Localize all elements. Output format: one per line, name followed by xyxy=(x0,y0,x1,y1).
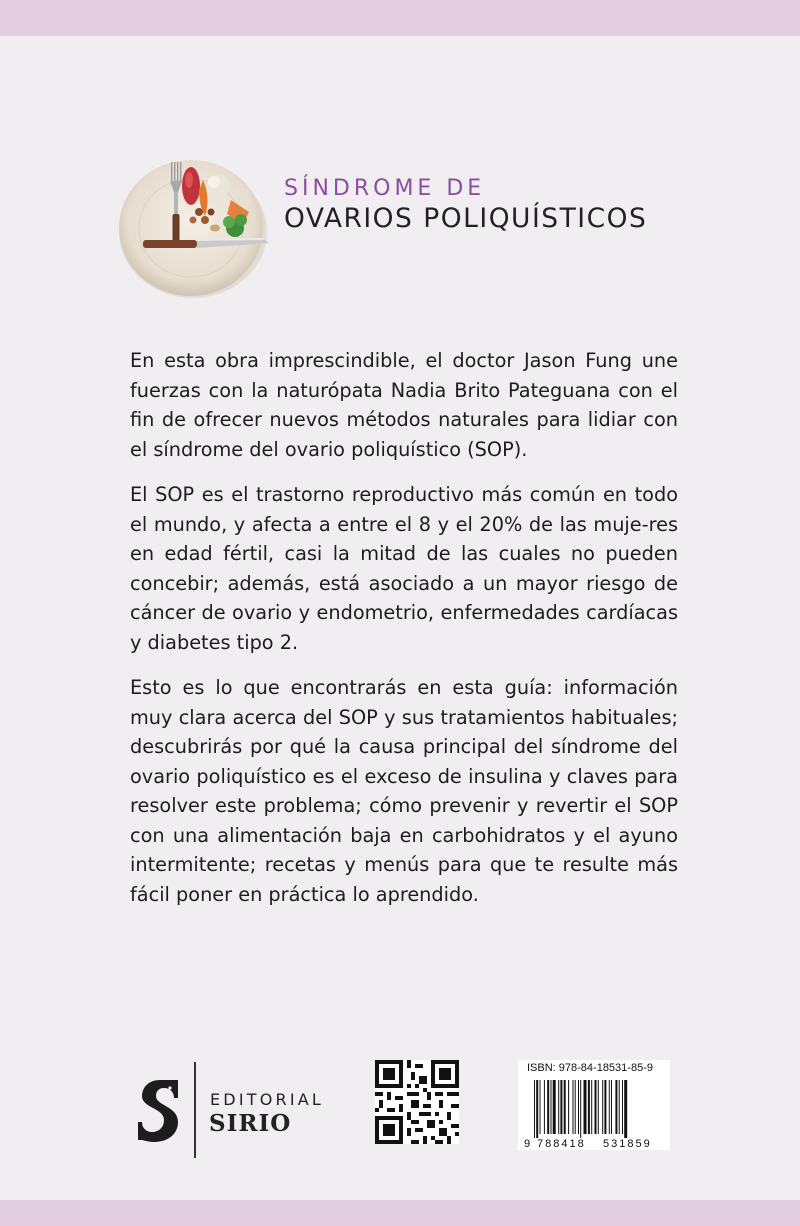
synopsis-paragraph: El SOP es el trastorno reproductivo más común en todo el mundo, y afecta a entre el 8 y el 20% de las muje-res en edad fértil, casi la mitad de las cuales no pueden concebir; además, está asociado a un mayor riesgo de cáncer de ovario y endometrio, enfermedades cardíacas y diabetes tipo 2. xyxy=(130,483,678,654)
barcode-icon xyxy=(518,1076,670,1150)
qr-code-icon xyxy=(375,1060,459,1144)
publisher-name: SIRIO xyxy=(209,1110,292,1137)
sirio-swan-logo xyxy=(138,1078,182,1142)
barcode-digits-right: 531859 xyxy=(603,1138,652,1150)
book-title xyxy=(284,175,647,235)
plate-with-food-icon xyxy=(115,150,275,302)
synopsis-paragraph: En esta obra imprescindible, el doctor Jason Fung une fuerzas con la naturópata Nadia Brito Pateguana con el fin de ofrecer nuevos métodos naturales para lidiar con el síndrome del ovario poliquístico (SOP). xyxy=(130,349,678,461)
barcode-digit-first: 9 xyxy=(524,1138,531,1150)
top-band xyxy=(0,0,800,36)
barcode-digits-left: 788418 xyxy=(537,1138,586,1150)
synopsis-paragraph: Esto es lo que encontrarás en esta guía: información muy clara acerca del SOP y sus tratamientos habituales; descubrirás por qué la causa principal del síndrome del ovario poliquístico es el exceso de insulina y claves para resolver este problema; cómo prevenir y revertir el SOP con una alimentación baja en carbohidratos y el ayuno intermitente; recetas y menús para que te resulte más fácil poner en práctica lo aprendido. xyxy=(130,676,678,906)
publisher-label: EDITORIAL xyxy=(210,1090,325,1109)
synopsis xyxy=(130,346,678,925)
isbn-label: ISBN: 978-84-18531-85-9 xyxy=(527,1062,653,1074)
title-line-1: SÍNDROME DE xyxy=(284,176,486,201)
title-line-2: OVARIOS POLIQUÍSTICOS xyxy=(284,203,648,234)
bottom-band xyxy=(0,1200,800,1226)
logo-divider xyxy=(194,1062,196,1158)
